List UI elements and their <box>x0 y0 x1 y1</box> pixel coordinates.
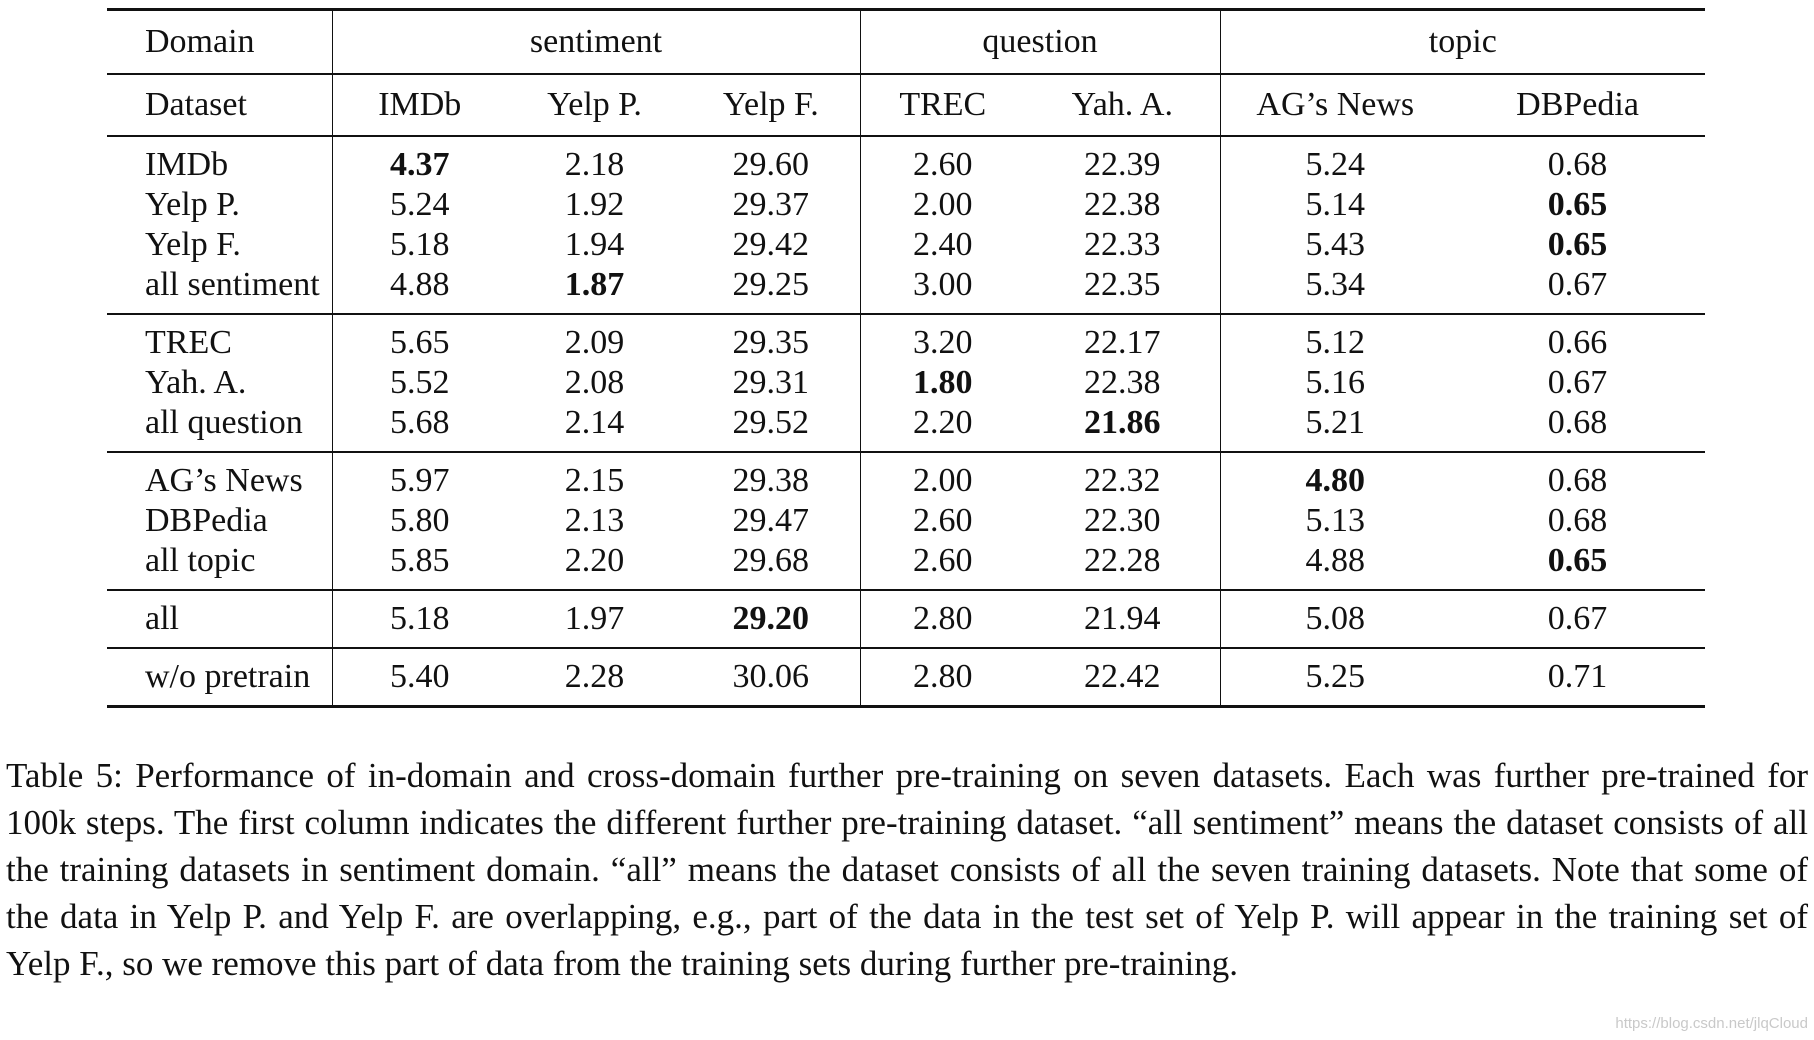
results-table-container <box>107 8 1705 708</box>
column-header: Yelp F. <box>682 74 860 136</box>
column-header: DBPedia <box>1450 74 1705 136</box>
dataset-header-row <box>107 74 1705 136</box>
table-cell: 29.37 <box>682 185 860 225</box>
table-caption: Table 5: Performance of in-domain and cross-domain further pre-training on seven datasets. Each was further pre-trained for 100k steps. The first column indicates the different further pre-training dataset. “all sentiment” means the dataset consists of all the training datasets in sentiment domain. “all” means the dataset consists of all the seven training datasets. Note that some of the data in Yelp P. and Yelp F. are overlapping, e.g., part of the data in the test set of Yelp P. will appear in the training set of Yelp F., so we remove this part of data from the training sets during further pre-training. <box>6 756 1808 983</box>
table-cell: 1.94 <box>564 226 625 263</box>
table-cell: 2.00 <box>860 452 1025 501</box>
table-cell: 29.68 <box>682 541 860 590</box>
domain-header-label: Domain <box>107 10 332 75</box>
table-cell: 5.43 <box>1305 226 1366 263</box>
table-row <box>107 403 1705 452</box>
table-cell: 22.42 <box>1025 648 1220 707</box>
table-cell: 5.12 <box>1220 314 1450 363</box>
table-cell: 0.68 <box>1547 404 1608 441</box>
table-cell: 0.65 <box>1547 542 1608 579</box>
table-cell: 1.97 <box>507 590 682 648</box>
table-row <box>107 648 1705 707</box>
table-cell: 21.94 <box>1025 590 1220 648</box>
table-cell: 3.00 <box>913 266 973 303</box>
table-cell: 2.40 <box>913 226 973 263</box>
row-label: Yelp F. <box>107 225 332 265</box>
table-cell: 29.60 <box>682 136 860 185</box>
row-label: AG’s News <box>107 452 332 501</box>
table-cell: 22.17 <box>1025 314 1220 363</box>
column-header: IMDb <box>332 74 507 136</box>
table-cell: 21.86 <box>1025 403 1220 452</box>
table-cell: 0.66 <box>1450 314 1705 363</box>
table-cell: 4.88 <box>1305 542 1366 579</box>
column-header: TREC <box>860 74 1025 136</box>
table-cell: 5.16 <box>1305 364 1366 401</box>
table-cell: 29.42 <box>682 225 860 265</box>
table-row <box>107 136 1705 185</box>
table-row <box>107 363 1705 403</box>
row-label: w/o pretrain <box>107 648 332 707</box>
table-cell: 5.52 <box>390 364 450 401</box>
table-body <box>107 10 1705 707</box>
table-cell: 5.24 <box>390 186 450 223</box>
table-cell: 5.68 <box>390 404 450 441</box>
table-cell: 5.21 <box>1305 404 1366 441</box>
row-label: all question <box>107 403 332 452</box>
table-row <box>107 314 1705 363</box>
table-cell: 5.08 <box>1220 590 1450 648</box>
table-row <box>107 185 1705 225</box>
table-cell: 29.38 <box>682 452 860 501</box>
table-cell: 0.67 <box>1547 266 1608 303</box>
table-cell: 22.33 <box>1025 225 1220 265</box>
table-cell: 29.52 <box>682 403 860 452</box>
row-label: all <box>107 590 332 648</box>
table-cell: 22.30 <box>1025 501 1220 541</box>
table-row <box>107 541 1705 590</box>
table-cell: 5.80 <box>390 502 450 539</box>
table-cell: 4.37 <box>332 136 507 185</box>
table-cell: 4.80 <box>1220 452 1450 501</box>
results-table <box>107 8 1705 708</box>
table-cell: 22.39 <box>1025 136 1220 185</box>
table-cell: 2.14 <box>564 404 625 441</box>
column-header: AG’s News <box>1220 74 1450 136</box>
table-cell: 1.92 <box>564 186 625 223</box>
table-cell: 5.24 <box>1220 136 1450 185</box>
row-label: IMDb <box>107 136 332 185</box>
domain-group-topic: topic <box>1220 10 1705 75</box>
table-cell: 29.20 <box>682 590 860 648</box>
table-cell: 29.31 <box>682 363 860 403</box>
table-cell: 2.60 <box>913 542 973 579</box>
table-cell: 2.28 <box>507 648 682 707</box>
row-label: all topic <box>107 541 332 590</box>
table-cell: 5.65 <box>332 314 507 363</box>
table-row <box>107 501 1705 541</box>
watermark: https://blog.csdn.net/jlqCloud <box>1615 1015 1808 1032</box>
table-cell: 2.00 <box>913 186 973 223</box>
row-label: all sentiment <box>107 265 332 314</box>
table-cell: 2.09 <box>507 314 682 363</box>
table-cell: 0.67 <box>1450 590 1705 648</box>
domain-group-question: question <box>860 10 1220 75</box>
table-cell: 5.18 <box>332 590 507 648</box>
table-cell: 0.68 <box>1450 136 1705 185</box>
table-row <box>107 590 1705 648</box>
table-cell: 22.38 <box>1025 363 1220 403</box>
table-cell: 0.71 <box>1450 648 1705 707</box>
table-cell: 0.68 <box>1450 452 1705 501</box>
table-cell: 5.13 <box>1305 502 1366 539</box>
table-cell: 5.18 <box>390 226 450 263</box>
table-cell: 22.32 <box>1025 452 1220 501</box>
table-cell: 2.08 <box>564 364 625 401</box>
table-cell: 3.20 <box>860 314 1025 363</box>
column-header: Yelp P. <box>507 74 682 136</box>
table-cell: 2.20 <box>913 404 973 441</box>
table-cell: 30.06 <box>682 648 860 707</box>
table-cell: 29.35 <box>682 314 860 363</box>
column-header: Yah. A. <box>1025 74 1220 136</box>
table-cell: 2.60 <box>860 136 1025 185</box>
table-cell: 22.28 <box>1025 541 1220 590</box>
table-cell: 0.67 <box>1547 364 1608 401</box>
table-cell: 0.68 <box>1547 502 1608 539</box>
row-label: Yah. A. <box>107 363 332 403</box>
table-cell: 5.34 <box>1305 266 1366 303</box>
table-cell: 2.60 <box>913 502 973 539</box>
table-cell: 22.35 <box>1025 265 1220 314</box>
table-cell: 0.65 <box>1547 186 1608 223</box>
dataset-header-label: Dataset <box>107 74 332 136</box>
table-row <box>107 452 1705 501</box>
table-cell: 5.85 <box>390 542 450 579</box>
table-cell: 5.40 <box>332 648 507 707</box>
table-cell: 2.13 <box>564 502 625 539</box>
table-cell: 5.97 <box>332 452 507 501</box>
row-label: TREC <box>107 314 332 363</box>
table-cell: 29.25 <box>682 265 860 314</box>
table-cell: 4.88 <box>390 266 450 303</box>
table-cell: 2.18 <box>507 136 682 185</box>
table-cell: 29.47 <box>682 501 860 541</box>
table-cell: 2.15 <box>507 452 682 501</box>
row-label: Yelp P. <box>107 185 332 225</box>
table-cell: 2.80 <box>860 648 1025 707</box>
domain-header-row <box>107 10 1705 75</box>
table-cell: 2.80 <box>860 590 1025 648</box>
table-cell: 0.65 <box>1547 226 1608 263</box>
table-row <box>107 265 1705 314</box>
table-cell: 22.38 <box>1025 185 1220 225</box>
table-cell: 5.14 <box>1305 186 1366 223</box>
table-row <box>107 225 1705 265</box>
row-label: DBPedia <box>107 501 332 541</box>
table-cell: 2.20 <box>564 542 625 579</box>
table-cell: 5.25 <box>1220 648 1450 707</box>
table-cell: 1.80 <box>913 364 973 401</box>
table-cell: 1.87 <box>564 266 625 303</box>
domain-group-sentiment: sentiment <box>332 10 860 75</box>
